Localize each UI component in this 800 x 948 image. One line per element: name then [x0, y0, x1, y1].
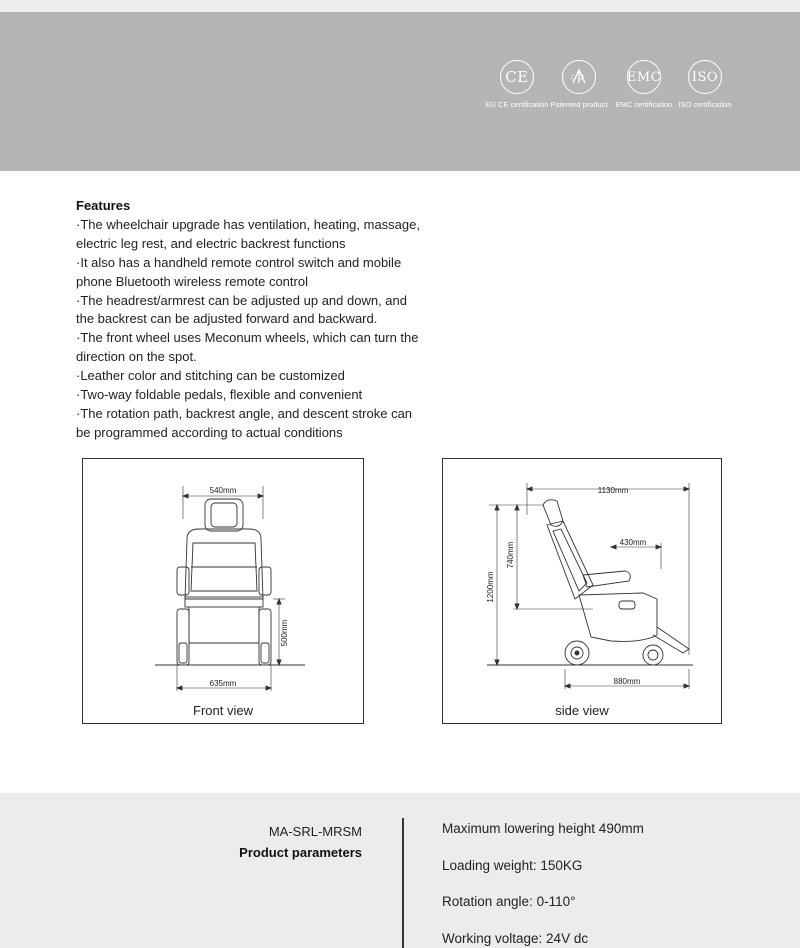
front-view-caption: Front view [193, 703, 253, 718]
patent-icon [562, 60, 596, 94]
feature-item: ·The headrest/armrest can be adjusted up and down, and the backrest can be adjusted forward and backward. [76, 292, 407, 327]
feature-item: ·Leather color and stitching can be customized [76, 368, 345, 384]
ce-mark-icon: CE [500, 60, 534, 94]
parameters-list [442, 820, 644, 948]
cert-label: EMC certification [615, 100, 673, 109]
features-section [76, 197, 426, 443]
model-number: MA-SRL-MRSM [268, 824, 362, 839]
feature-item: ·The rotation path, backrest angle, and descent stroke can be programmed according to actual conditions [76, 405, 413, 440]
cert-patent [548, 60, 610, 109]
cert-label: ISO certification [678, 100, 732, 109]
side-view-diagram [442, 458, 722, 724]
front-view-diagram [82, 458, 364, 724]
dim-back-height-label: 740mm [506, 541, 515, 569]
cert-iso [676, 60, 734, 109]
param-item: Working voltage: 24V dc [442, 930, 589, 946]
param-item: Loading weight: 150KG [442, 857, 583, 873]
dim-width-label: 540mm [209, 486, 237, 495]
feature-item: ·Two-way foldable pedals, flexible and convenient [76, 387, 363, 403]
dim-base-label: 635mm [209, 679, 237, 688]
feature-item: ·It also has a handheld remote control switch and mobile phone Bluetooth wireless remote control [76, 254, 402, 289]
param-item: Rotation angle: 0-110° [442, 894, 576, 909]
parameters-title: Product parameters [239, 845, 362, 860]
features-title: Features [76, 198, 131, 213]
feature-item: ·The front wheel uses Meconum wheels, which can turn the direction on the spot. [76, 330, 419, 365]
emc-icon: EMC [627, 60, 661, 94]
dim-total-height-label: 1200mm [486, 571, 495, 603]
dim-armrest-label: 430mm [619, 538, 647, 547]
front-view-drawing [83, 459, 365, 725]
cert-label: Patented product [550, 100, 608, 109]
cert-label: EU CE certification [485, 100, 549, 109]
dim-wheelbase-label: 880mm [613, 677, 641, 686]
feature-item: ·The wheelchair upgrade has ventilation, heating, massage, electric leg rest, and electric backrest functions [76, 216, 420, 251]
cert-ce [484, 60, 550, 109]
side-view-drawing [443, 459, 723, 725]
divider [402, 818, 404, 948]
param-item: Maximum lowering height 490mm [442, 821, 644, 836]
parameters-section [0, 793, 800, 948]
cert-emc [612, 60, 676, 109]
iso-icon: ISO [688, 60, 722, 94]
top-strip [0, 0, 800, 12]
dim-length-label: 1130mm [597, 486, 629, 495]
side-view-caption: side view [555, 703, 609, 718]
dim-seat-height-label: 500mm [280, 619, 289, 647]
